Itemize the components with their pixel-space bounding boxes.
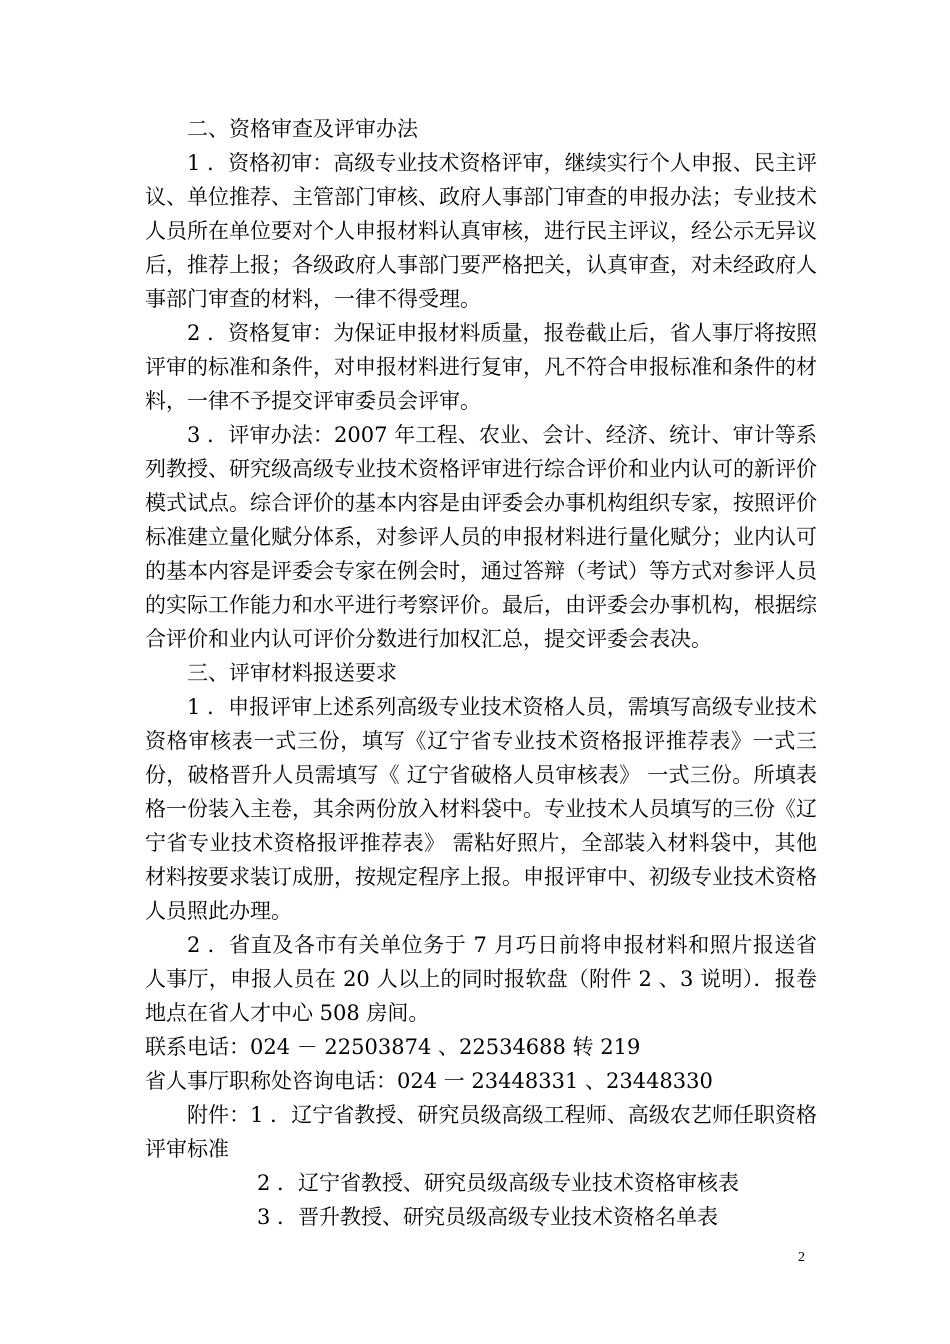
attachment-item-1: 附件：1 ．辽宁省教授、研究员级高级工程师、高级农艺师任职资格评审标准 bbox=[145, 1103, 817, 1161]
document-page bbox=[145, 112, 817, 1234]
page-number: 2 bbox=[798, 1250, 805, 1265]
contact-phone: 联系电话：024 － 22503874 、22534688 转 219 bbox=[145, 1035, 641, 1059]
attachment-item-3: 3 ．晋升教授、研究员级高级专业技术资格名单表 bbox=[257, 1205, 719, 1229]
consult-phone: 省人事厅职称处咨询电话：024 一 23448331 、23448330 bbox=[145, 1069, 713, 1093]
section2-paragraph-2: 2 ．资格复审：为保证申报材料质量，报卷截止后，省人事厅将按照评审的标准和条件，对申报材料进行复审，凡不符合申报标准和条件的材料，一律不予提交评审委员会评审。 bbox=[145, 321, 817, 413]
section2-paragraph-3: 3 ．评审办法：2007 年工程、农业、会计、经济、统计、审计等系列教授、研究级高级专业技术资格评审进行综合评价和业内认可的新评价模式试点。综合评价的基本内容是由评委会办事机构组织专家，按照评价标准建立量化赋分体系，对参评人员的申报材料进行量化赋分；业内认可的基本内容是评委会专家在例会时，通过答辩（考试）等方式对参评人员的实际工作能力和水平进行考察评价。最后，由评委会办事机构，根据综合评价和业内认可评价分数进行加权汇总，提交评委会表决。 bbox=[145, 423, 817, 651]
section2-paragraph-1: 1 ．资格初审：高级专业技术资格评审，继续实行个人申报、民主评议、单位推荐、主管部门审核、政府人事部门审查的申报办法；专业技术人员所在单位要对个人申报材料认真审核，进行民主评议，经公示无异议后，推荐上报；各级政府人事部门要严格把关，认真审查，对未经政府人事部门审查的材料，一律不得受理。 bbox=[145, 151, 817, 311]
attachment-item-2: 2 ．辽宁省教授、研究员级高级专业技术资格审核表 bbox=[257, 1171, 740, 1195]
section3-paragraph-2: 2 ．省直及各市有关单位务于 7 月巧日前将申报材料和照片报送省人事厅，申报人员在 20 人以上的同时报软盘（附件 2 、3 说明）．报卷地点在省人才中心 508 房间。 bbox=[145, 933, 817, 1025]
section2-heading: 二、资格审查及评审办法 bbox=[187, 117, 418, 141]
section3-heading: 三、评审材料报送要求 bbox=[187, 661, 397, 685]
section3-paragraph-1: 1 ．申报评审上述系列高级专业技术资格人员，需填写高级专业技术资格审核表一式三份，填写《辽宁省专业技术资格报评推荐表》一式三份，破格晋升人员需填写《 辽宁省破格人员审核表》 一式三份。所填表格一份装入主卷，其余两份放入材料袋中。专业技术人员填写的三份《辽宁省专业技术资格报评推荐表》 需粘好照片，全部装入材料袋中，其他材料按要求装订成册，按规定程序上报。申报评审中、初级专业技术资格人员照此办理。 bbox=[145, 695, 817, 923]
